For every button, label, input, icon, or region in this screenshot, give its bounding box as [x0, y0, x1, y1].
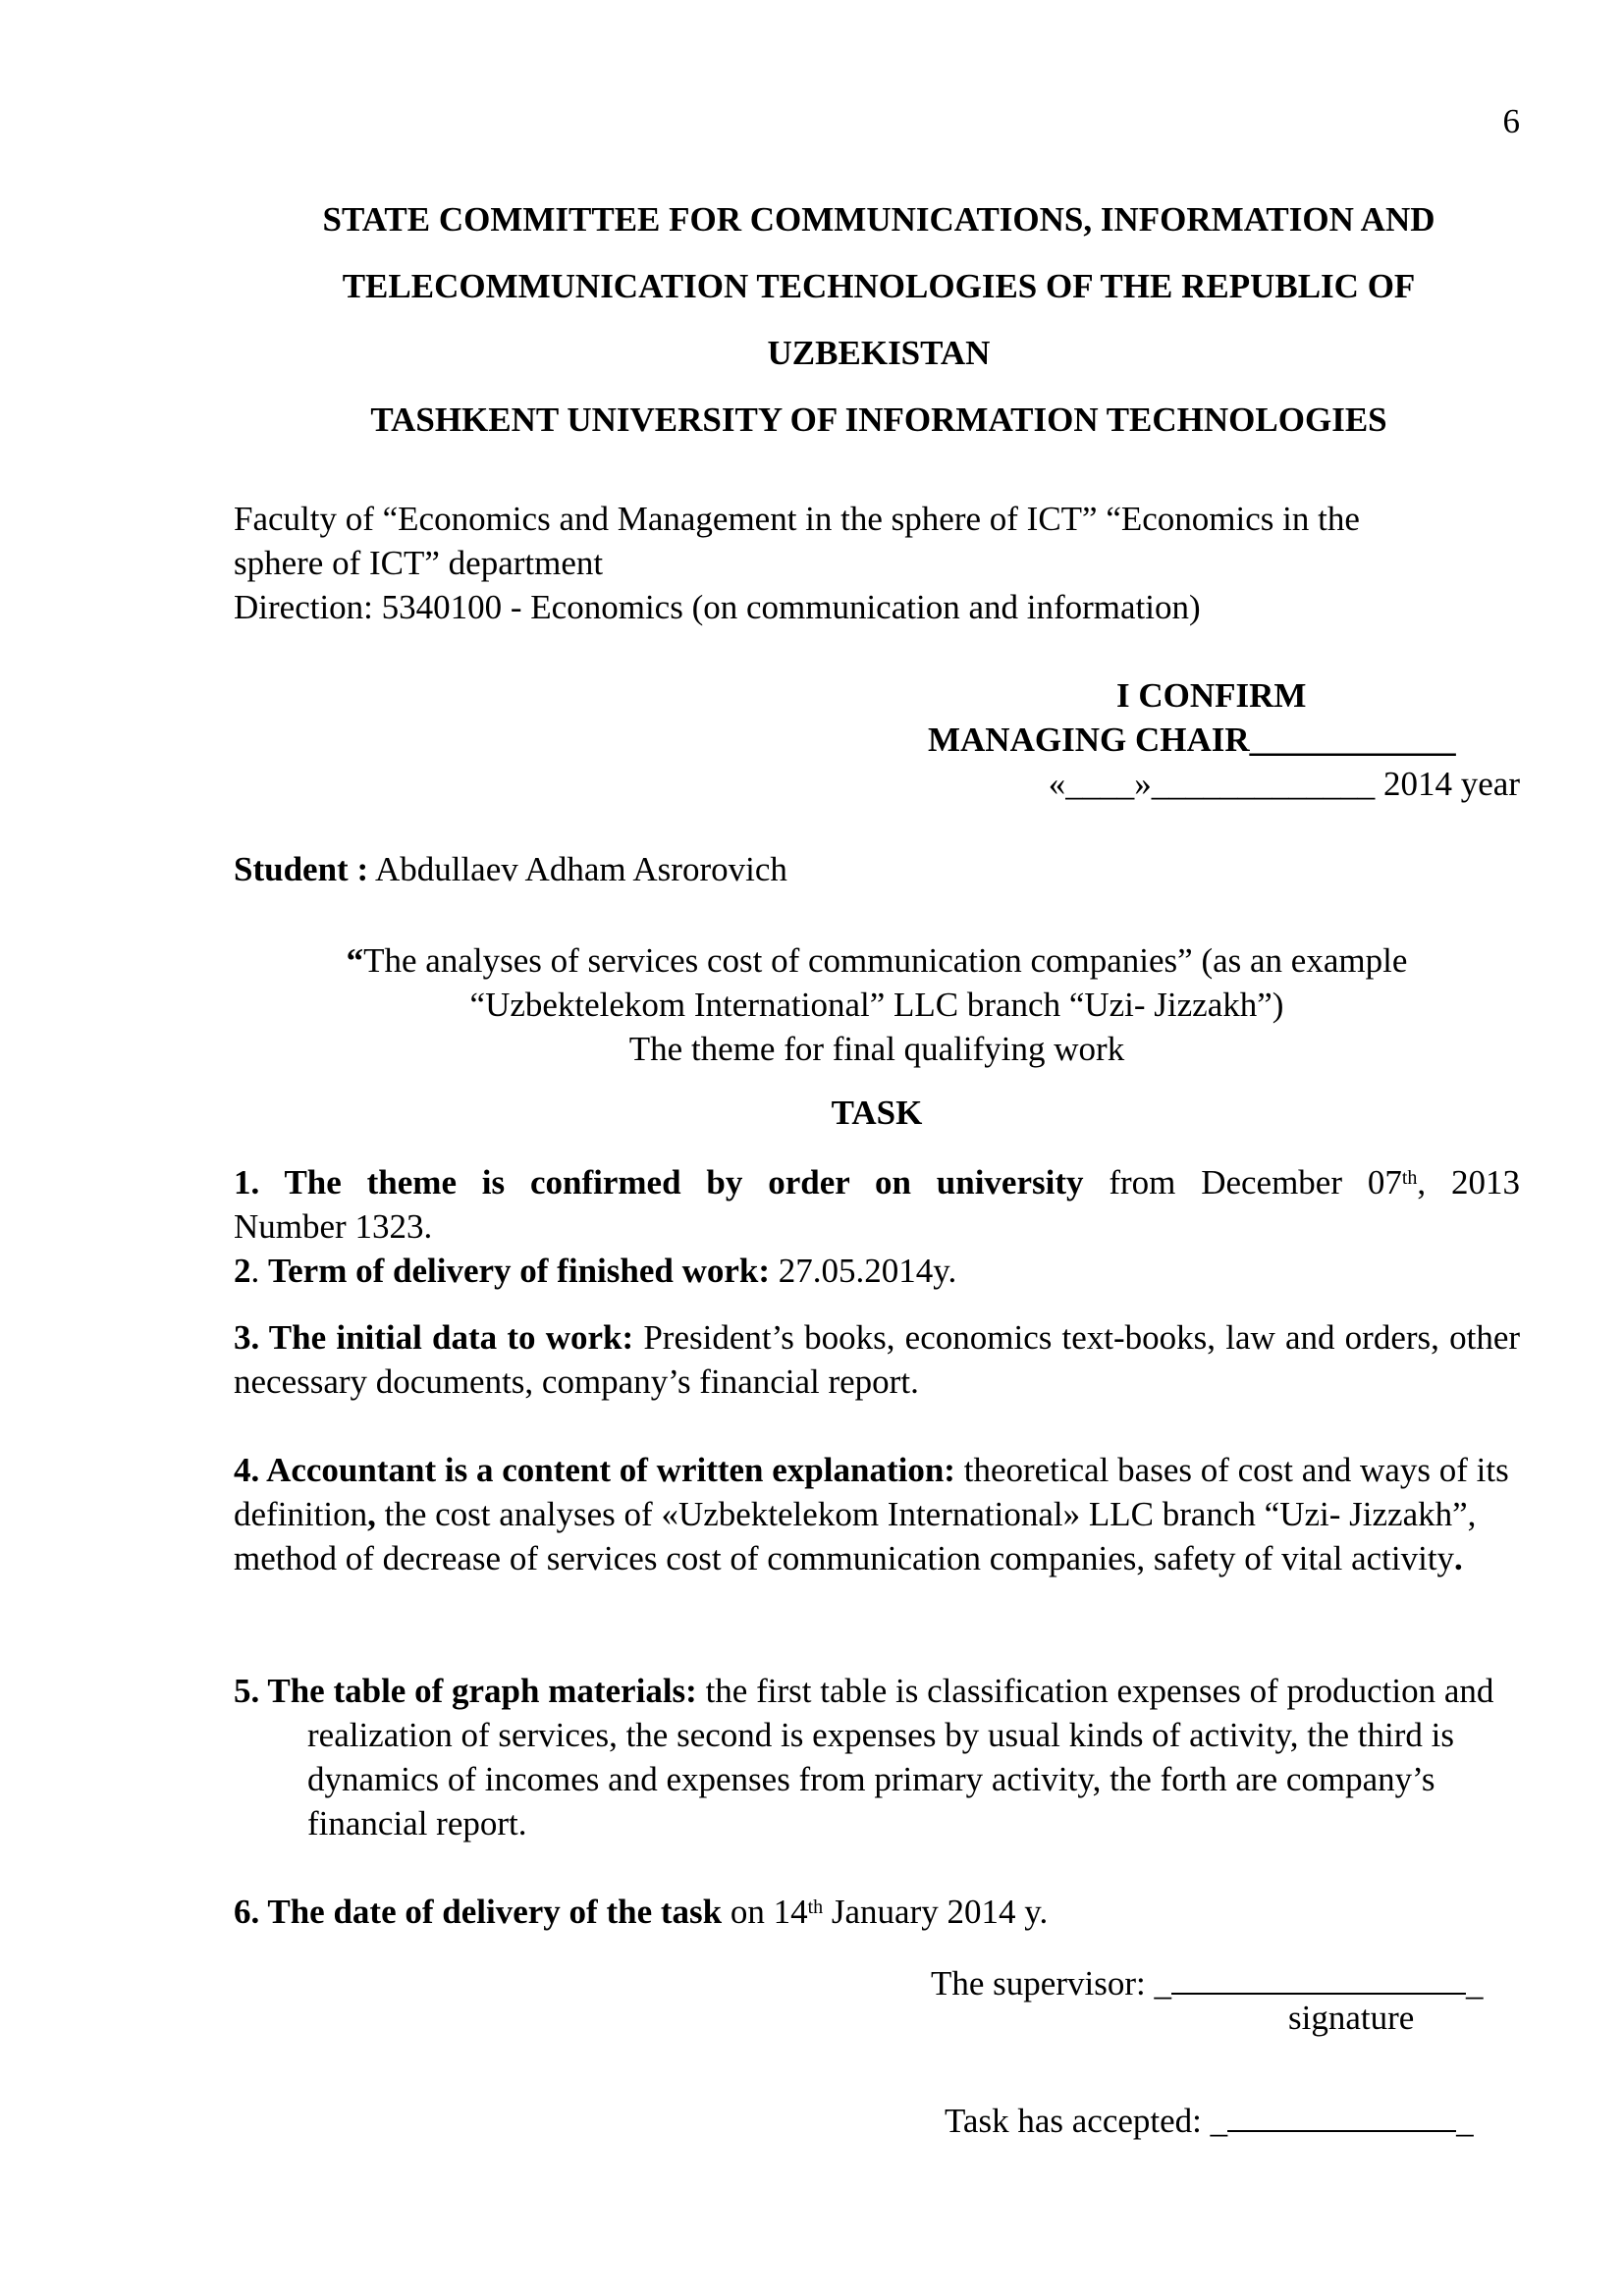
theme-line-1	[234, 938, 1520, 983]
task-item-5	[234, 1669, 1520, 1845]
task-item-3-label: 3. The initial data to work:	[234, 1318, 634, 1357]
task-item-1-text-a: from December 07	[1083, 1163, 1402, 1201]
faculty-block	[234, 497, 1530, 629]
supervisor-line	[931, 1963, 1520, 2003]
supervisor-label: The supervisor: _	[931, 1964, 1171, 2002]
task-item-2-text: 27.05.2014y.	[770, 1252, 957, 1290]
task-item-3	[234, 1315, 1520, 1404]
faculty-line-2: sphere of ICT” department	[234, 544, 604, 582]
task-item-1-text-b: , 2013	[1417, 1163, 1520, 1201]
supervisor-signature-blank	[1171, 1963, 1466, 1995]
task-item-1	[234, 1160, 1520, 1249]
accepted-signature-blank	[1227, 2101, 1456, 2132]
accepted-line-end: _	[1456, 2102, 1474, 2140]
header-line-2: TELECOMMUNICATION TECHNOLOGIES OF THE REPUBLIC OF	[342, 267, 1416, 305]
task-item-4-comma: ,	[367, 1495, 376, 1533]
task-item-6-sup: th	[807, 1896, 824, 1918]
theme-block	[234, 938, 1520, 1071]
header-line-1: STATE COMMITTEE FOR COMMUNICATIONS, INFORMATION AND	[322, 200, 1435, 239]
task-item-2-sep: .	[250, 1252, 268, 1290]
task-item-6-text-a: on 14	[722, 1893, 808, 1931]
task-item-1-line-2: Number 1323.	[234, 1207, 433, 1246]
task-item-4-label: 4. Accountant is a content of written explanation:	[234, 1451, 955, 1489]
task-item-4-period: .	[1454, 1539, 1463, 1577]
accepted-line	[945, 2101, 1520, 2141]
task-item-2-label: Term of delivery of finished work:	[268, 1252, 771, 1290]
theme-open-quote: “	[346, 941, 364, 980]
direction-line: Direction: 5340100 - Economics (on communication and information)	[234, 588, 1201, 626]
managing-chair-line: MANAGING CHAIR____________	[928, 721, 1456, 759]
faculty-line-1: Faculty of “Economics and Management in the sphere of ICT” “Economics in the	[234, 500, 1360, 538]
task-item-6-label: 6. The date of delivery of the task	[234, 1893, 723, 1931]
task-item-2	[234, 1249, 1520, 1293]
task-item-1-label: 1. The theme is confirmed by order on university	[234, 1163, 1084, 1201]
student-line	[234, 850, 787, 889]
header-line-4: TASHKENT UNIVERSITY OF INFORMATION TECHNOLOGIES	[370, 400, 1387, 439]
document-header	[226, 187, 1532, 454]
confirm-title: I CONFIRM	[1116, 676, 1307, 715]
task-item-4-text-a: theoretical bases of cost and ways of its definition	[234, 1451, 1509, 1533]
theme-line-1-text: The analyses of services cost of communication companies” (as an example	[363, 941, 1408, 980]
task-item-6	[234, 1890, 1520, 1934]
task-item-2-number: 2	[234, 1252, 251, 1290]
signature-caption: signature	[1288, 1999, 1415, 2037]
task-item-4	[234, 1448, 1520, 1580]
task-item-5-label: 5. The table of graph materials:	[234, 1672, 697, 1710]
accepted-label: Task has accepted: _	[945, 2102, 1228, 2140]
page-number: 6	[1502, 102, 1520, 140]
theme-line-3: The theme for final qualifying work	[628, 1030, 1125, 1068]
task-item-1-line-1	[234, 1160, 1520, 1204]
task-item-6-text-b: January 2014 y.	[823, 1893, 1049, 1931]
header-line-3: UZBEKISTAN	[767, 334, 991, 372]
student-name: Abdullaev Adham Asrorovich	[368, 850, 787, 888]
supervisor-line-end: _	[1465, 1964, 1484, 2002]
student-label: Student :	[234, 850, 369, 888]
confirm-block	[884, 673, 1520, 806]
task-item-1-sup: th	[1401, 1167, 1418, 1189]
confirm-date-line: «____»_____________ 2014 year	[1048, 765, 1520, 803]
theme-line-2: “Uzbektelekom International” LLC branch “Uzi- Jizzakh”)	[469, 986, 1284, 1024]
task-item-5-text: the first table is classification expenses of production and realization of services, the second is expenses by usual kinds of activity, the third is dynamics of incomes and expenses from primary activity, the forth are company’s financial report.	[307, 1672, 1494, 1842]
task-item-3-text: President’s books, economics text-books, law and orders, other necessary documents, company’s financial report.	[234, 1318, 1521, 1401]
task-item-4-text-b: the cost analyses of «Uzbektelekom International» LLC branch “Uzi- Jizzakh”, method of decrease of services cost of communication companies, safety of vital activity	[234, 1495, 1477, 1577]
task-title: TASK	[831, 1094, 923, 1132]
